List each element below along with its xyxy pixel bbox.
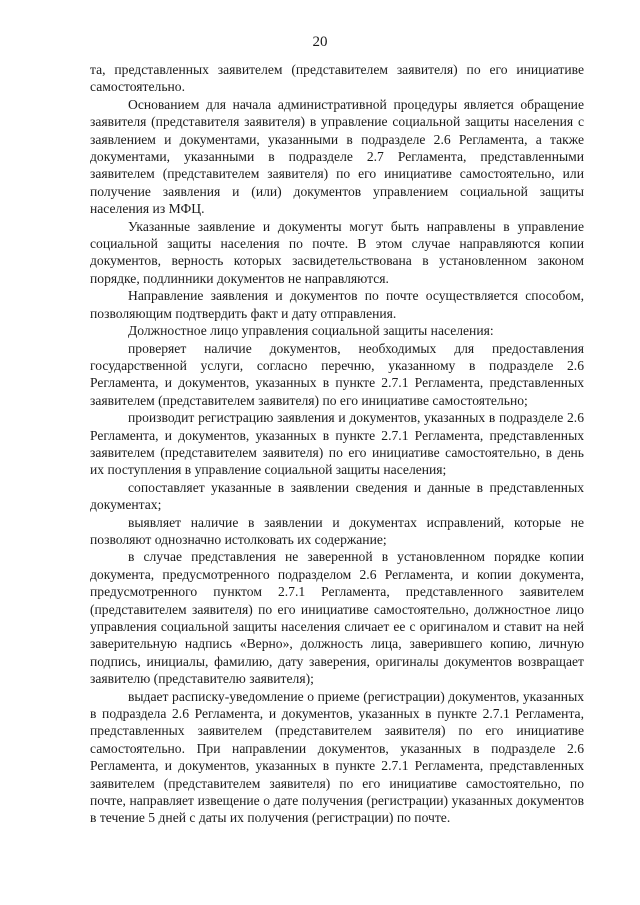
document-body [90, 61, 584, 827]
paragraph: та, представленных заявителем (представителем заявителя) по его инициативе самостоятельно. [90, 62, 584, 95]
paragraph: Основанием для начала административной процедуры является обращение заявителя (представителя заявителя) в управление социальной защиты населения с заявлением и документами, указанными в подразделе 2.6 Регламента, а также документами, указанными в подразделе 2.7 Регламента, представленными заявителем (представителем заявителя) по его инициативе самостоятельно, или получение заявления и (или) документов управлением социальной защиты населения из МФЦ. [90, 96, 584, 217]
paragraph: Должностное лицо управления социальной защиты населения: [128, 323, 494, 339]
page-number: 20 [312, 34, 328, 50]
list-item: производит регистрацию заявления и документов, указанных в подразделе 2.6 Регламента, и документов, указанных в пункте 2.7.1 Регламента, представленных заявителем (представителем заявителя) по его инициативе самостоятельно, в день их поступления в управление социальной защиты населения; [90, 410, 584, 478]
list-item: сопоставляет указанные в заявлении сведения и данные в представленных документах; [90, 479, 584, 513]
paragraph: Указанные заявление и документы могут быть направлены в управление социальной защиты населения по почте. В этом случае направляются копии документов, верность которых засвидетельствована в установленном законом порядке, подлинники документов не направляются. [90, 218, 584, 286]
list-item: проверяет наличие документов, необходимых для предоставления государственной услуги, согласно перечню, указанному в подразделе 2.6 Регламента, и документов, указанных в пункте 2.7.1 Регламента, представленных заявителем (представителем заявителя) по его инициативе самостоятельно; [90, 340, 584, 408]
list-item: выдает расписку-уведомление о приеме (регистрации) документов, указанных в подраздела 2.6 Регламента, и документов, указанных в пункте 2.7.1 Регламента, представленных заявителем (представителем заявителя) по его инициативе самостоятельно. При направлении документов, указанных в подразделе 2.6 Регламента, и документов, указанных в пункте 2.7.1 Регламента, представленных заявителем (представителем заявителя) по его инициативе самостоятельно, по почте, направляет извещение о дате получения (регистрации) указанных документов в течение 5 дней с даты их получения (регистрации) по почте. [90, 688, 584, 826]
paragraph: Направление заявления и документов по почте осуществляется способом, позволяющим подтвердить факт и дату отправления. [90, 288, 584, 321]
list-item: выявляет наличие в заявлении и документах исправлений, которые не позволяют однозначно истолковать их содержание; [90, 514, 584, 547]
list-item: в случае представления не заверенной в установленном порядке копии документа, предусмотренного подразделом 2.6 Регламента, и копии документа, предусмотренного пунктом 2.7.1 Регламента, представленного заявителем (представителем заявителя) по его инициативе самостоятельно, должностное лицо управления социальной защиты населения сличает ее с оригиналом и ставит на ней заверительную надпись «Верно», должность лица, заверившего копию, личную подпись, инициалы, фамилию, дату заверения, оригиналы документов возвращает заявителю (представителю заявителя); [90, 549, 584, 687]
